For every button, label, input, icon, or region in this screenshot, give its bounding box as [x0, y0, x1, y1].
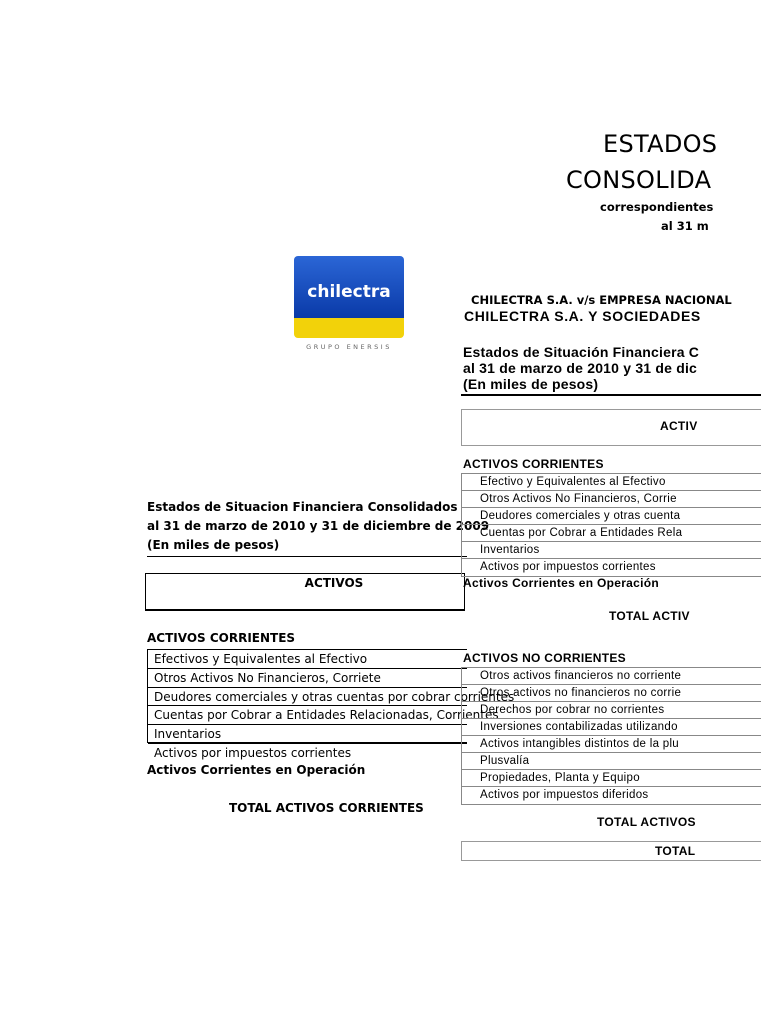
- table-row: Activos por impuestos corrientes: [154, 745, 352, 760]
- left-section-corrientes: ACTIVOS CORRIENTES: [147, 631, 296, 645]
- left-total-corrientes: TOTAL ACTIVOS CORRIENTES: [229, 801, 424, 815]
- right-section-no-corrientes: ACTIVOS NO CORRIENTES: [463, 651, 626, 665]
- table-row: Activos por impuestos diferidos: [480, 789, 649, 801]
- left-corrientes-table: [147, 649, 515, 760]
- right-total-corrientes: TOTAL ACTIV: [609, 609, 690, 623]
- header-title-line2: CONSOLIDA: [566, 166, 712, 194]
- right-title-line1: Estados de Situación Financiera C: [463, 344, 700, 360]
- right-total-box: [461, 841, 761, 861]
- right-operacion: Activos Corrientes en Operación: [463, 576, 660, 590]
- table-row: Inventarios: [462, 542, 761, 559]
- table-row: Inventarios: [148, 725, 467, 744]
- right-comparison-title: CHILECTRA S.A. v/s EMPRESA NACIONAL: [471, 293, 732, 307]
- right-company-name: CHILECTRA S.A. Y SOCIEDADES: [464, 308, 701, 324]
- table-row: Otros Activos No Financieros, Corrie: [462, 491, 761, 508]
- right-divider: [461, 394, 761, 396]
- right-corrientes-table: [461, 473, 761, 577]
- table-row: Deudores comerciales y otras cuentas por cobrar corrientes: [148, 688, 467, 707]
- left-title-line2: al 31 de marzo de 2010 y 31 de diciembre de 2009: [147, 519, 490, 533]
- table-row: Derechos por cobrar no corrientes: [462, 702, 761, 719]
- table-row: Propiedades, Planta y Equipo: [462, 770, 761, 787]
- header-title-line1: ESTADOS: [603, 130, 718, 158]
- table-row: Efectivo y Equivalentes al Efectivo: [462, 474, 761, 491]
- table-row: Otros Activos No Financieros, Corriete: [148, 669, 467, 688]
- right-activos-header: ACTIV: [660, 419, 698, 433]
- header-subtitle-line1: correspondientes: [600, 200, 714, 214]
- right-total: TOTAL: [655, 844, 696, 858]
- table-row: Inversiones contabilizadas utilizando: [462, 719, 761, 736]
- left-title-line1: Estados de Situacion Financiera Consolidados: [147, 500, 458, 514]
- left-activos-header: ACTIVOS: [304, 576, 364, 590]
- chilectra-logo: [294, 256, 404, 338]
- left-title-line3: (En miles de pesos): [147, 538, 280, 552]
- left-operacion: Activos Corrientes en Operación: [147, 763, 366, 777]
- table-row: Plusvalía: [462, 753, 761, 770]
- right-activos-header-box: [461, 409, 761, 446]
- table-row: Cuentas por Cobrar a Entidades Rela: [462, 525, 761, 542]
- table-row: Otros activos no financieros no corrie: [462, 685, 761, 702]
- logo-name: chilectra: [307, 282, 391, 302]
- table-row: Activos por impuestos corrientes: [480, 561, 656, 573]
- right-section-corrientes: ACTIVOS CORRIENTES: [463, 457, 604, 471]
- right-title-line3: (En miles de pesos): [463, 376, 599, 392]
- left-activos-header-box: [145, 573, 465, 611]
- left-divider: [147, 556, 467, 557]
- right-title-line2: al 31 de marzo de 2010 y 31 de dic: [463, 360, 698, 376]
- right-no-corrientes-table: [461, 667, 761, 805]
- table-row: Efectivos y Equivalentes al Efectivo: [148, 650, 467, 669]
- table-row: Otros activos financieros no corriente: [462, 668, 761, 685]
- table-row: Activos intangibles distintos de la plu: [462, 736, 761, 753]
- table-row: Deudores comerciales y otras cuenta: [462, 508, 761, 525]
- right-total-no-corrientes: TOTAL ACTIVOS: [597, 815, 696, 829]
- header-subtitle-line2: al 31 m: [661, 219, 709, 233]
- logo-tagline: GRUPO ENERSIS: [306, 343, 392, 351]
- table-row: Cuentas por Cobrar a Entidades Relacionadas, Corrientes: [148, 706, 467, 725]
